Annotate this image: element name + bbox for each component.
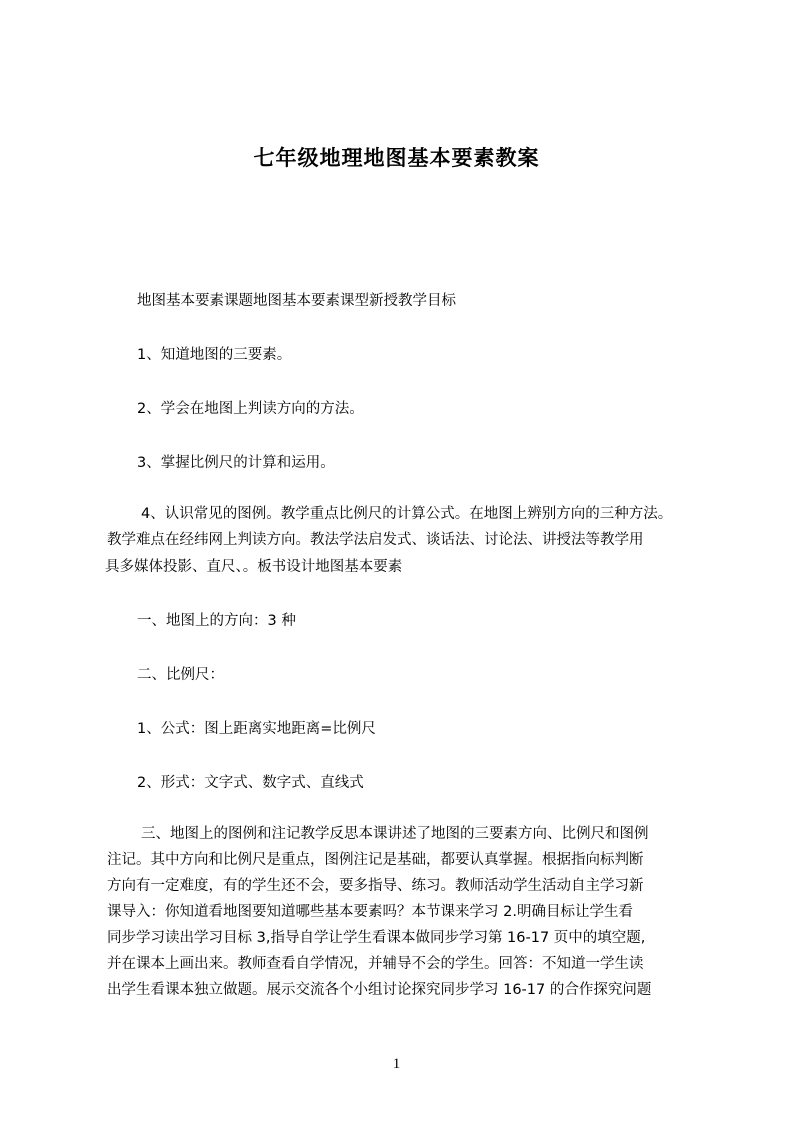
- paragraph-3-line-6: 并在课本上画出来。教师查看自学情况，并辅导不会的学生。回答：不知道一学生读: [107, 956, 644, 972]
- paragraph-3-line-5: 同步学习读出学习目标 3,指导自学让学生看课本做同步学习第 16-17 页中的填空题,: [107, 930, 646, 946]
- paragraph-4-line-1: 4、认识常见的图例。教学重点比例尺的计算公式。在地图上辨别方向的三种方法。: [141, 506, 673, 522]
- page-title: 七年级地理地图基本要素教案: [253, 146, 540, 170]
- paragraph-3-line-4: 课导入：你知道看地图要知道哪些基本要素吗？本节课来学习 2.明确目标让学生看: [107, 904, 633, 920]
- section-scale: 二、比例尺：: [137, 667, 224, 683]
- paragraph-4-line-3: 具多媒体投影、直尺、。板书设计地图基本要素: [105, 559, 403, 575]
- paragraph-3-line-7: 出学生看课本独立做题。展示交流各个小组讨论探究同步学习 16-17 的合作探究问题: [107, 982, 652, 998]
- intro-line: 地图基本要素课题地图基本要素课型新授教学目标: [137, 293, 456, 309]
- scale-formula: 1、公式：图上距离实地距离=比例尺: [137, 721, 376, 737]
- goal-1: 1、知道地图的三要素。: [137, 347, 292, 363]
- scale-forms: 2、形式：文字式、数字式、直线式: [137, 775, 364, 791]
- paragraph-4-line-2: 教学难点在经纬网上判读方向。教法学法启发式、谈话法、讨论法、讲授法等教学用: [107, 532, 644, 548]
- paragraph-3-line-3: 方向有一定难度，有的学生还不会，要多指导、练习。教师活动学生活动自主学习新: [107, 878, 644, 894]
- page-number: 1: [392, 1056, 401, 1072]
- paragraph-3-line-1: 三、地图上的图例和注记教学反思本课讲述了地图的三要素方向、比例尺和图例: [141, 826, 649, 842]
- goal-3: 3、掌握比例尺的计算和运用。: [137, 455, 335, 471]
- goal-2: 2、学会在地图上判读方向的方法。: [137, 401, 364, 417]
- paragraph-3-line-2: 注记。其中方向和比例尺是重点，图例注记是基础，都要认真掌握。根据指向标判断: [107, 852, 644, 868]
- section-directions: 一、地图上的方向：3 种: [137, 613, 296, 629]
